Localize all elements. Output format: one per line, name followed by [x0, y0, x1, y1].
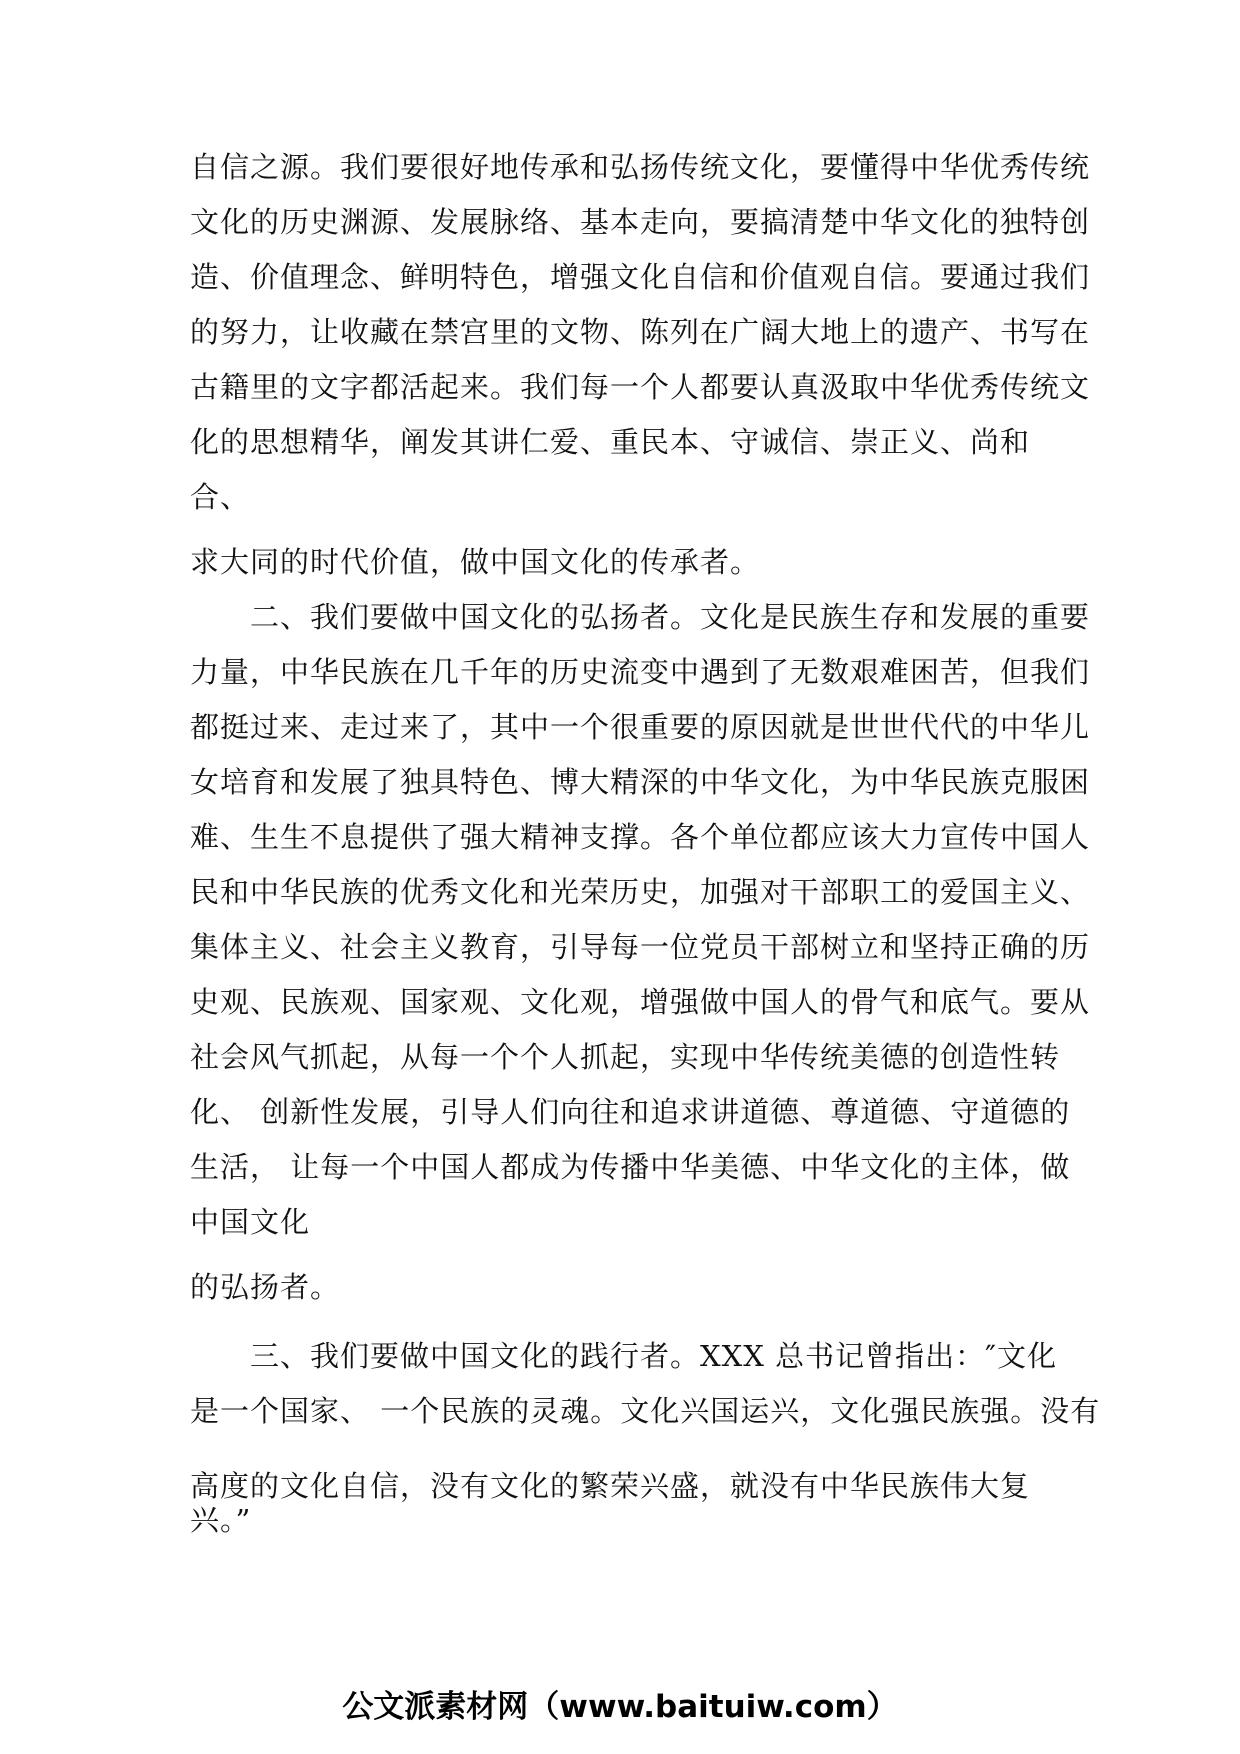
text-line: 史观、民族观、国家观、文化观，增强做中国人的骨气和底气。要从 — [190, 985, 1091, 1019]
text-line: 造、价值理念、鲜明特色，增强文化自信和价值观自信。要通过我们 — [190, 260, 1091, 294]
text-line: 集体主义、社会主义教育，引导每一位党员干部树立和坚持正确的历 — [190, 930, 1091, 964]
text-line: 高度的文化自信，没有文化的繁荣兴盛，就没有中华民族伟大复 — [190, 1469, 1031, 1503]
text-line: 力量，中华民族在几千年的历史流变中遇到了无数艰难困苦，但我们 — [190, 655, 1091, 689]
text-line: 化、 创新性发展，引导人们向往和追求讲道德、尊道德、守道德的 — [190, 1095, 1071, 1129]
text-line: 化的思想精华，阐发其讲仁爱、重民本、守诚信、崇正义、尚和 — [190, 425, 1031, 459]
text-line: 生活， 让每一个中国人都成为传播中华美德、中华文化的主体，做 — [190, 1150, 1071, 1184]
text-line: 是一个国家、 一个民族的灵魂。文化兴国运兴，文化强民族强。没有 — [190, 1394, 1101, 1428]
text-line: 中国文化 — [190, 1205, 311, 1239]
text-line: 求大同的时代价值，做中国文化的传承者。 — [190, 545, 761, 579]
text-line: 二、我们要做中国文化的弘扬者。文化是民族生存和发展的重要 — [190, 600, 1091, 634]
text-line: 自信之源。我们要很好地传承和弘扬传统文化，要懂得中华优秀传统 — [190, 150, 1091, 184]
text-line: 文化的历史渊源、发展脉络、基本走向，要搞清楚中华文化的独特创 — [190, 205, 1091, 239]
text-line: 兴。” — [190, 1503, 252, 1537]
text-line: 合、 — [190, 480, 251, 514]
text-line: 古籍里的文字都活起来。我们每一个人都要认真汲取中华优秀传统文 — [190, 370, 1091, 404]
text-line: 社会风气抓起，从每一个个人抓起，实现中华传统美德的创造性转 — [190, 1040, 1061, 1074]
text-line: 女培育和发展了独具特色、博大精深的中华文化，为中华民族克服困 — [190, 765, 1091, 799]
text-line: 的努力，让收藏在禁宫里的文物、陈列在广阔大地上的遗产、书写在 — [190, 315, 1091, 349]
text-line: 三、我们要做中国文化的践行者。XXX 总书记曾指出：″文化 — [190, 1339, 1057, 1373]
text-line: 的弘扬者。 — [190, 1270, 341, 1304]
text-line: 都挺过来、走过来了，其中一个很重要的原因就是世世代代的中华儿 — [190, 710, 1091, 744]
footer-site-credit: 公文派素材网（www.baituiw.com） — [342, 1689, 898, 1725]
text-line: 难、生生不息提供了强大精神支撑。各个单位都应该大力宣传中国人 — [190, 820, 1091, 854]
text-line: 民和中华民族的优秀文化和光荣历史，加强对干部职工的爱国主义、 — [190, 875, 1091, 909]
